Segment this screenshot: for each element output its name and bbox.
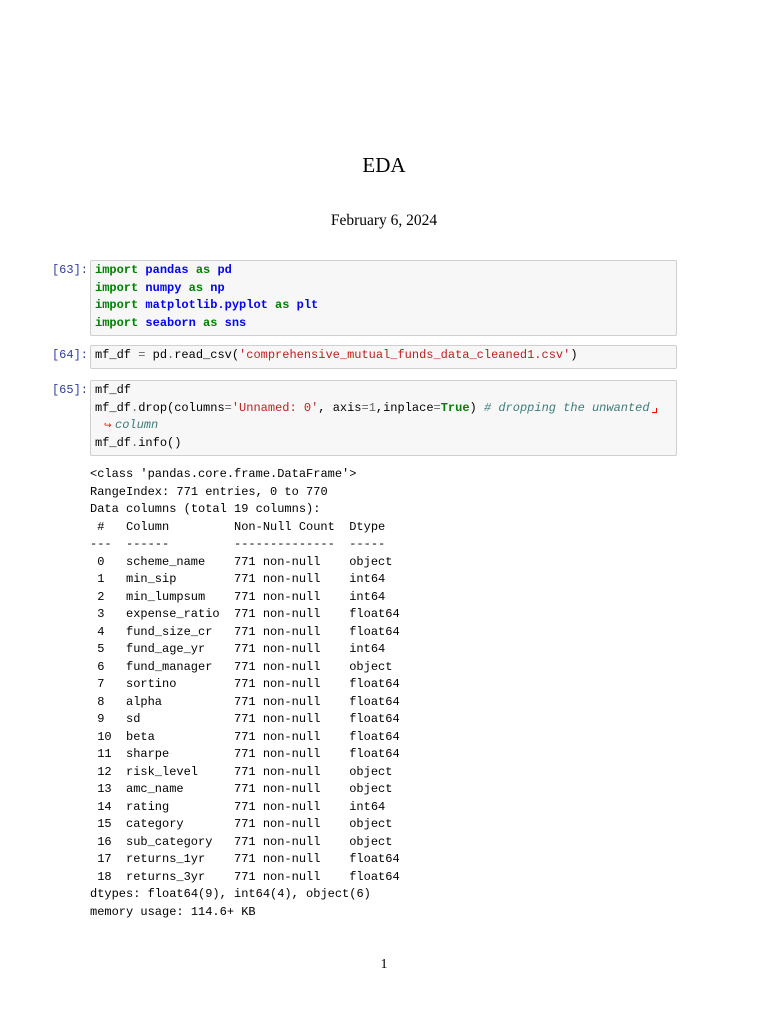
- space-token: [196, 316, 203, 330]
- name-token: mf_df: [95, 435, 132, 450]
- dtype: float64: [349, 852, 400, 866]
- non-null-count: 771 non-null: [234, 589, 321, 604]
- punctuation-token: (: [231, 348, 240, 362]
- non-null-count: 771 non-null: [234, 694, 321, 709]
- output-line: Data columns (total 19 columns):: [90, 502, 321, 516]
- header-non-null-count: Non-Null Count: [234, 519, 335, 534]
- string-token: 'Unnamed: 0': [231, 400, 319, 415]
- space-token: [189, 263, 196, 277]
- name-token: inplace: [383, 400, 434, 415]
- row-index: 10: [97, 729, 112, 744]
- separator: ------: [126, 537, 170, 551]
- row-index: 3: [97, 607, 105, 621]
- info-table-row: [90, 641, 690, 659]
- column-name: sortino: [126, 677, 177, 691]
- operator-token: =: [138, 348, 146, 362]
- non-null-count: 771 non-null: [234, 624, 321, 639]
- keyword-token: import: [95, 280, 139, 295]
- dtype: float64: [349, 624, 400, 639]
- row-index: 0: [97, 554, 105, 569]
- dtype: int64: [349, 642, 386, 656]
- code-line: [95, 297, 672, 315]
- code-block: [95, 382, 672, 452]
- document-title: EDA: [362, 153, 406, 177]
- info-table-row: [90, 571, 690, 589]
- row-index: 2: [97, 589, 105, 604]
- column-name: amc_name: [126, 782, 184, 796]
- punctuation-token: ,: [318, 400, 326, 415]
- info-table-row: [90, 729, 690, 747]
- row-index: 12: [97, 764, 112, 779]
- info-table-row: [90, 711, 690, 729]
- name-token: columns: [174, 400, 225, 415]
- punctuation-token: (: [167, 400, 175, 415]
- dtype: float64: [349, 677, 400, 691]
- column-name: rating: [126, 799, 170, 814]
- space-token: [289, 298, 296, 312]
- code-line: [95, 435, 672, 453]
- column-name: category: [126, 817, 184, 831]
- output-line: <class 'pandas.core.frame.DataFrame'>: [90, 467, 357, 481]
- non-null-count: 771 non-null: [234, 554, 321, 569]
- output-line: RangeIndex: 771 entries, 0 to 770: [90, 484, 328, 499]
- info-table-row: [90, 554, 690, 572]
- row-index: 14: [97, 799, 112, 814]
- separator: -----: [349, 537, 386, 551]
- code-input-area: [90, 380, 677, 456]
- space-token: [268, 298, 275, 312]
- info-table-row: [90, 746, 690, 764]
- column-name: fund_age_yr: [126, 642, 206, 656]
- punctuation-token: (): [167, 435, 182, 450]
- namespace-token: pd: [217, 263, 232, 277]
- column-name: returns_1yr: [126, 852, 206, 866]
- keyword-token: as: [188, 280, 204, 295]
- non-null-count: 771 non-null: [234, 712, 321, 726]
- dtype: object: [349, 817, 393, 831]
- non-null-count: 771 non-null: [234, 817, 321, 831]
- info-table-row: [90, 676, 690, 694]
- dtype: float64: [349, 869, 400, 884]
- name-token: mf_df: [95, 383, 132, 397]
- dtype: object: [349, 834, 393, 849]
- info-table-row: [90, 834, 690, 852]
- column-name: fund_manager: [126, 659, 213, 674]
- non-null-count: 771 non-null: [234, 764, 321, 779]
- dtype: float64: [349, 747, 400, 761]
- namespace-token: np: [210, 280, 225, 295]
- space-token: [325, 401, 332, 415]
- info-table-row: [90, 869, 690, 887]
- keyword-token: as: [275, 298, 290, 312]
- column-name: fund_size_cr: [126, 624, 213, 639]
- column-name: sub_category: [126, 834, 213, 849]
- keyword-token: import: [95, 263, 139, 277]
- dtype: int64: [349, 799, 386, 814]
- info-table-row: [90, 606, 690, 624]
- namespace-token: sns: [224, 315, 247, 330]
- code-line: [95, 315, 672, 333]
- info-table-row: [90, 624, 690, 642]
- non-null-count: 771 non-null: [234, 729, 321, 744]
- column-name: risk_level: [126, 764, 199, 779]
- row-index: 18: [97, 869, 112, 884]
- name-token: pd: [152, 348, 168, 362]
- row-index: 9: [97, 712, 105, 726]
- row-index: 15: [97, 817, 112, 831]
- keyword-token: True: [440, 400, 470, 415]
- namespace-token: seaborn: [145, 315, 196, 330]
- name-token: axis: [332, 400, 362, 415]
- execution-count-prompt: [64]:: [51, 348, 88, 362]
- column-name: beta: [126, 729, 155, 744]
- operator-token: =: [361, 400, 369, 415]
- keyword-token: as: [195, 263, 211, 277]
- dtype: int64: [349, 572, 386, 586]
- row-index: 11: [97, 747, 112, 761]
- namespace-token: plt: [296, 298, 319, 312]
- non-null-count: 771 non-null: [234, 799, 321, 814]
- row-index: 1: [97, 572, 105, 586]
- column-name: alpha: [126, 694, 163, 709]
- row-index: 7: [97, 677, 105, 691]
- non-null-count: 771 non-null: [234, 642, 321, 656]
- dtype: object: [349, 782, 393, 796]
- header-index: #: [97, 519, 105, 534]
- code-line: [95, 347, 672, 365]
- info-table-row: [90, 781, 690, 799]
- non-null-count: 771 non-null: [234, 852, 321, 866]
- column-name: sharpe: [126, 747, 170, 761]
- namespace-token: pandas: [145, 263, 189, 277]
- code-input-area: [90, 260, 677, 336]
- output-line: memory usage: 114.6+ KB: [90, 904, 256, 919]
- operator-token: .: [167, 348, 175, 362]
- non-null-count: 771 non-null: [234, 607, 321, 621]
- space-token: [181, 281, 188, 295]
- info-table-row: [90, 851, 690, 869]
- line-wrap-end-icon: [652, 408, 657, 413]
- name-token: info: [138, 435, 168, 450]
- dtype: float64: [349, 729, 400, 744]
- info-table-row: [90, 694, 690, 712]
- code-line: [95, 280, 672, 298]
- punctuation-token: ,: [375, 400, 384, 415]
- dtype: float64: [349, 694, 400, 709]
- space-token: [217, 316, 224, 330]
- row-index: 17: [97, 852, 112, 866]
- non-null-count: 771 non-null: [234, 677, 321, 691]
- code-input-area: [90, 345, 677, 369]
- keyword-token: import: [95, 315, 139, 330]
- string-token: 'comprehensive_mutual_funds_data_cleaned1.csv': [239, 348, 571, 362]
- row-index: 5: [97, 642, 105, 656]
- dtype: object: [349, 659, 393, 674]
- separator: ---: [90, 537, 112, 551]
- space-token: [145, 348, 152, 362]
- column-name: min_lumpsum: [126, 589, 206, 604]
- dtype: object: [349, 554, 393, 569]
- info-table-row: [90, 764, 690, 782]
- column-name: sd: [126, 712, 141, 726]
- column-name: scheme_name: [126, 554, 206, 569]
- keyword-token: as: [203, 315, 218, 330]
- name-token: drop: [138, 400, 168, 415]
- dtype: object: [349, 764, 393, 779]
- row-index: 16: [97, 834, 112, 849]
- row-index: 13: [97, 782, 112, 796]
- code-line: [95, 262, 672, 280]
- output-line: dtypes: float64(9), int64(4), object(6): [90, 887, 371, 901]
- punctuation-token: ): [570, 348, 578, 362]
- info-table-row: [90, 659, 690, 677]
- page-number: 1: [380, 957, 388, 972]
- non-null-count: 771 non-null: [234, 869, 321, 884]
- operator-token: .: [131, 435, 139, 450]
- row-index: 8: [97, 694, 105, 709]
- non-null-count: 771 non-null: [234, 659, 321, 674]
- non-null-count: 771 non-null: [234, 572, 321, 586]
- operator-token: .: [131, 400, 139, 415]
- execution-count-prompt: [65]:: [51, 383, 88, 397]
- namespace-token: matplotlib.pyplot: [145, 298, 268, 312]
- namespace-token: numpy: [145, 280, 182, 295]
- info-header-row: [90, 519, 690, 537]
- space-token: [477, 401, 484, 415]
- name-token: read_csv: [174, 348, 232, 362]
- column-name: expense_ratio: [126, 607, 220, 621]
- column-name: returns_3yr: [126, 869, 206, 884]
- header-dtype: Dtype: [349, 519, 386, 534]
- dtype: float64: [349, 712, 400, 726]
- non-null-count: 771 non-null: [234, 782, 321, 796]
- row-index: 6: [97, 659, 105, 674]
- dtype: float64: [349, 607, 400, 621]
- separator: --------------: [234, 537, 335, 551]
- column-name: min_sip: [126, 572, 177, 586]
- header-column: Column: [126, 519, 170, 534]
- operator-token: =: [433, 400, 441, 415]
- info-table-row: [90, 589, 690, 607]
- non-null-count: 771 non-null: [234, 834, 321, 849]
- code-line: [95, 417, 672, 435]
- info-table-rows: [90, 554, 690, 887]
- name-token: mf_df: [95, 400, 132, 415]
- info-separator-row: [90, 536, 690, 554]
- code-line: [95, 382, 672, 400]
- info-table-row: [90, 816, 690, 834]
- document-date: February 6, 2024: [330, 212, 438, 229]
- number-token: 1: [368, 400, 376, 415]
- cell-output: [90, 466, 690, 921]
- info-table-row: [90, 799, 690, 817]
- operator-token: =: [224, 400, 232, 415]
- name-token: mf_df: [95, 348, 132, 362]
- non-null-count: 771 non-null: [234, 747, 321, 761]
- code-block: [95, 347, 672, 365]
- code-line: [95, 400, 672, 418]
- keyword-token: import: [95, 298, 139, 312]
- row-index: 4: [97, 624, 105, 639]
- code-block: [95, 262, 672, 332]
- line-wrap-continue-icon: [104, 418, 115, 436]
- punctuation-token: ): [469, 400, 477, 415]
- execution-count-prompt: [63]:: [51, 263, 88, 277]
- dtype: int64: [349, 589, 386, 604]
- comment-token: # dropping the unwanted: [483, 400, 650, 415]
- comment-token: column: [115, 418, 159, 432]
